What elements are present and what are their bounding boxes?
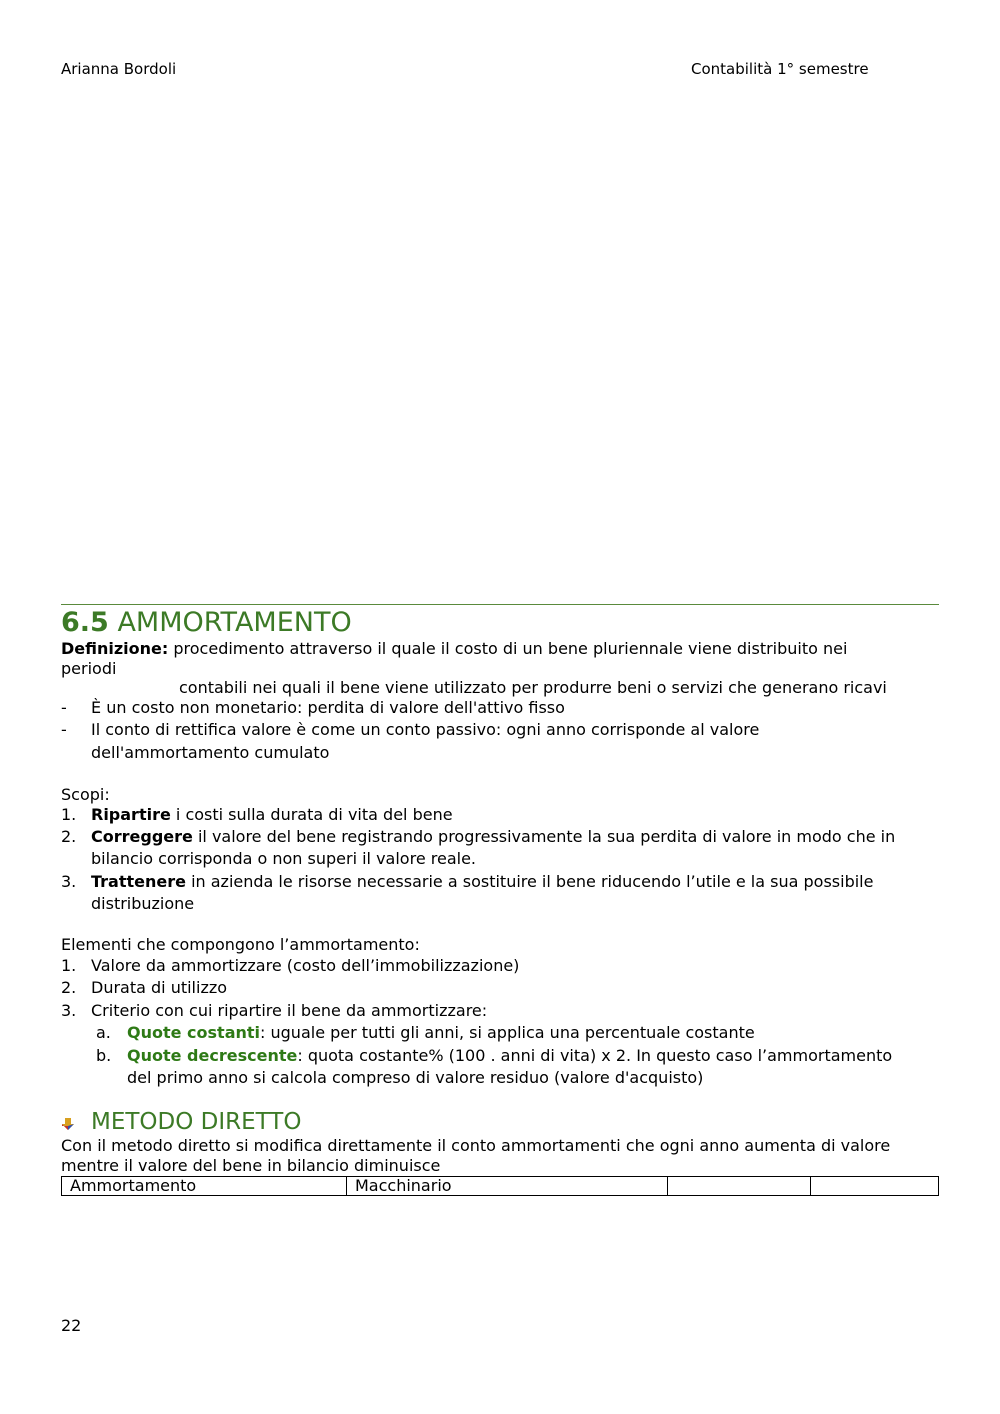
scopi-item-bold: Trattenere bbox=[91, 872, 186, 891]
scopi-item-text: i costi sulla durata di vita del bene bbox=[170, 805, 453, 824]
header-author: Arianna Bordoli bbox=[61, 60, 177, 78]
elementi-item: Valore da ammortizzare (costo dell’immobilizzazione) bbox=[91, 956, 520, 975]
elementi-item: Durata di utilizzo bbox=[91, 978, 228, 997]
metodo-title: METODO DIRETTO bbox=[91, 1109, 302, 1135]
definition-line-1 bbox=[61, 639, 847, 659]
elementi-item: Criterio con cui ripartire il bene da ammortizzare: bbox=[91, 1001, 488, 1020]
subitem-bold: Quote decrescente bbox=[127, 1046, 298, 1065]
scopi-item-bold: Ripartire bbox=[91, 805, 171, 824]
bullet-text: Il conto di rettifica valore è come un conto passivo: ogni anno corrisponde al valore bbox=[91, 720, 760, 739]
list-marker: 3. bbox=[61, 872, 77, 891]
scopi-item bbox=[91, 827, 895, 847]
table-cell bbox=[811, 1177, 939, 1196]
scopi-item-cont: distribuzione bbox=[91, 894, 195, 913]
ammortamento-table bbox=[61, 1176, 939, 1196]
definition-line-3: contabili nei quali il bene viene utilizzato per produrre beni o servizi che generano ricavi bbox=[179, 678, 887, 697]
scopi-item bbox=[91, 805, 453, 825]
section-heading bbox=[61, 606, 352, 640]
table-cell: Ammortamento bbox=[62, 1177, 347, 1196]
page-number: 22 bbox=[61, 1316, 82, 1335]
table-row bbox=[62, 1177, 939, 1196]
scopi-item-text: in azienda le risorse necessarie a sostituire il bene riducendo l’utile e la sua possibile bbox=[185, 872, 874, 891]
bullet-marker: - bbox=[61, 698, 67, 717]
subitem-bold: Quote costanti bbox=[127, 1023, 261, 1042]
scopi-item bbox=[91, 872, 873, 892]
section-divider bbox=[61, 604, 939, 605]
section-number: 6.5 bbox=[61, 607, 109, 638]
subitem-text: : uguale per tutti gli anni, si applica una percentuale costante bbox=[260, 1023, 755, 1042]
scopi-item-text: il valore del bene registrando progressivamente la sua perdita di valore in modo che in bbox=[192, 827, 896, 846]
list-marker: 1. bbox=[61, 956, 77, 975]
elementi-subitem bbox=[127, 1046, 892, 1066]
sublist-marker: b. bbox=[96, 1046, 112, 1065]
scopi-item-bold: Correggere bbox=[91, 827, 193, 846]
bullet-marker: - bbox=[61, 720, 67, 739]
elementi-subitem-cont: del primo anno si calcola compreso di valore residuo (valore d'acquisto) bbox=[127, 1068, 704, 1087]
metodo-text-2: mentre il valore del bene in bilancio diminuisce bbox=[61, 1156, 441, 1175]
definition-text: procedimento attraverso il quale il costo di un bene pluriennale viene distribuito nei bbox=[168, 639, 848, 658]
table-cell bbox=[668, 1177, 811, 1196]
definition-line-2: periodi bbox=[61, 659, 117, 678]
list-marker: 2. bbox=[61, 827, 77, 846]
elementi-heading: Elementi che compongono l’ammortamento: bbox=[61, 935, 420, 954]
bullet-text: È un costo non monetario: perdita di valore dell'attivo fisso bbox=[91, 698, 565, 717]
list-marker: 2. bbox=[61, 978, 77, 997]
scopi-item-cont: bilancio corrisponda o non superi il valore reale. bbox=[91, 849, 476, 868]
list-marker: 3. bbox=[61, 1001, 77, 1020]
bullet-text-cont: dell'ammortamento cumulato bbox=[91, 743, 330, 762]
sublist-marker: a. bbox=[96, 1023, 111, 1042]
elementi-subitem bbox=[127, 1023, 755, 1043]
scopi-heading: Scopi: bbox=[61, 785, 110, 804]
definition-label: Definizione: bbox=[61, 639, 169, 658]
arrow-bullet-icon bbox=[61, 1117, 75, 1131]
section-title: AMMORTAMENTO bbox=[117, 607, 352, 638]
header-course: Contabilità 1° semestre bbox=[691, 60, 869, 78]
subitem-text: : quota costante% (100 . anni di vita) x 2. In questo caso l’ammortamento bbox=[297, 1046, 893, 1065]
list-marker: 1. bbox=[61, 805, 77, 824]
table-cell: Macchinario bbox=[347, 1177, 668, 1196]
metodo-text-1: Con il metodo diretto si modifica direttamente il conto ammortamenti che ogni anno aumenta di valore bbox=[61, 1136, 891, 1155]
